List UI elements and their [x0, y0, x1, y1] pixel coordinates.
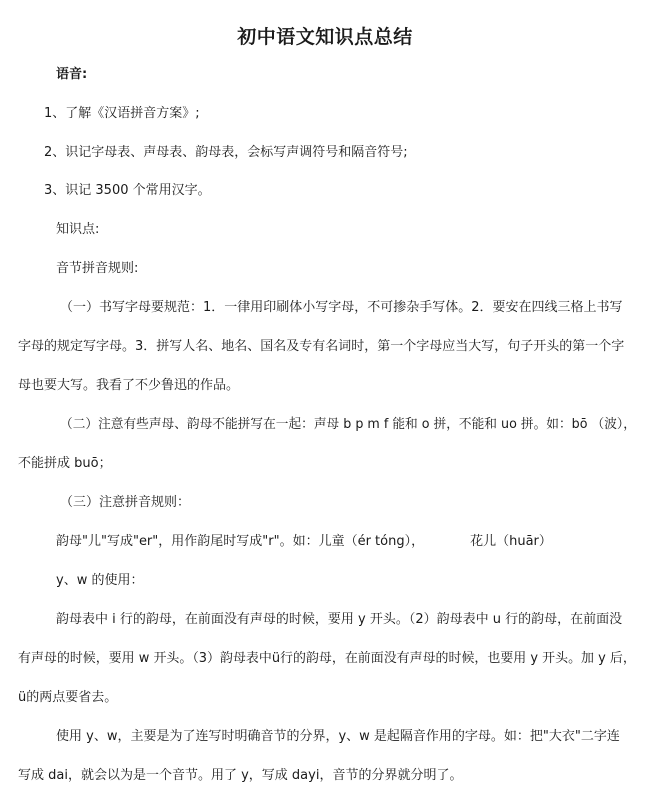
paragraph-heading: （三）注意拼音规则： [60, 495, 191, 510]
paragraph-line: 不能拼成 buō； [18, 456, 112, 471]
knowledge-label: 知识点: [56, 222, 100, 237]
paragraph-line: 写成 dai，就会以为是一个音节。用了 y，写成 dayi，音节的分界就分明了。 [18, 768, 463, 783]
paragraph-line: （一）书写字母要规范：1．一律用印刷体小写字母，不可掺杂手写体。2．要安在四线三格上书写 [60, 300, 623, 315]
paragraph-line: ü的两点要省去。 [18, 690, 118, 705]
document-title: 初中语文知识点总结 [237, 26, 413, 48]
paragraph-line: 字母的规定写字母。3．拼写人名、地名、国名及专有名词时，第一个字母应当大写，句子开头的第一个字 [18, 339, 625, 354]
paragraph-line: 有声母的时候，要用 w 开头。（3）韵母表中ü行的韵母，在前面没有声母的时候，也要用 y 开头。加 y 后， [18, 651, 636, 666]
paragraph-line: （二）注意有些声母、韵母不能拼写在一起：声母 b p m f 能和 o 拼，不能和 uo 拼。如：bō （波）， [60, 417, 636, 432]
section-heading: 语音: [56, 67, 88, 82]
er-rule-line [56, 533, 552, 551]
paragraph-line: 母也要大写。我看了不少鲁迅的作品。 [18, 378, 240, 393]
er-rule-text: 韵母"儿"写成"er"，用作韵尾时写成"r"。如：儿童（ér tóng）， [56, 534, 425, 549]
list-item: 1、了解《汉语拼音方案》; [44, 106, 200, 121]
list-item: 2、识记字母表、声母表、韵母表，会标写声调符号和隔音符号; [44, 145, 408, 160]
er-rule-example: 花儿（huār） [470, 534, 552, 549]
yw-heading: y、w 的使用： [56, 573, 144, 588]
paragraph-line: 使用 y、w，主要是为了连写时明确音节的分界，y、w 是起隔音作用的字母。如：把"大衣"二字连 [56, 729, 620, 744]
paragraph-line: 韵母表中 i 行的韵母，在前面没有声母的时候，要用 y 开头。（2）韵母表中 u 行的韵母，在前面没 [56, 612, 623, 627]
list-item: 3、识记 3500 个常用汉字。 [44, 183, 211, 198]
rules-label: 音节拼音规则: [56, 261, 139, 276]
